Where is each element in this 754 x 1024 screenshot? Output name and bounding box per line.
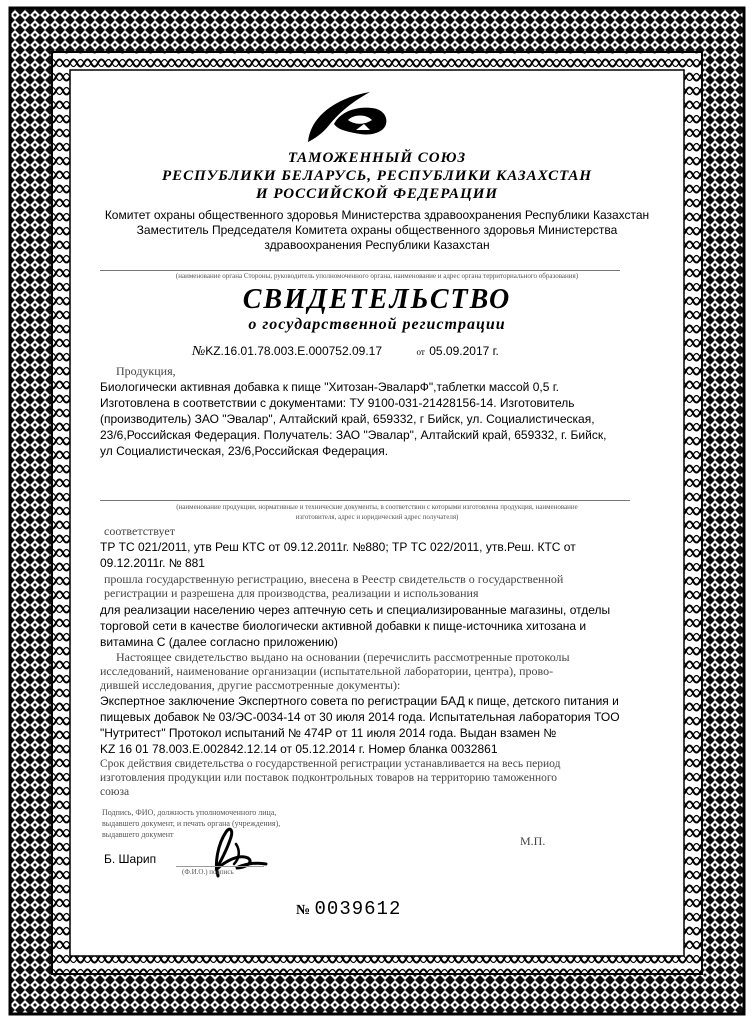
stamp-place-label: М.П.: [520, 834, 546, 848]
header-russian-federation: И РОССИЙСКОЙ ФЕДЕРАЦИИ: [255, 186, 499, 202]
header-republics: РЕСПУБЛИКИ БЕЛАРУСЬ, РЕСПУБЛИКИ КАЗАХСТАН: [161, 168, 593, 184]
authority-caption: (наименование органа Стороны, руководитель уполномоченного органа, наименование и адрес органа территориального образования): [175, 272, 579, 280]
product-line-5: ул Социалистическая, 23/6,Российская Федерация.: [100, 444, 389, 458]
blank-number-line: [296, 898, 401, 920]
blank-number: 0039612: [314, 898, 402, 920]
product-caption-1: (наименование продукции, нормативные и технические документы, в соответствии с которыми изготовлена продукция, наименование: [176, 503, 578, 511]
basis-line-3: дившей исследования, другие рассмотренные документы):: [100, 678, 401, 692]
certificate-title: СВИДЕТЕЛЬСТВО: [242, 284, 512, 315]
signature-caption-3: выдавшего документ: [102, 830, 174, 839]
signature-caption-1: Подпись, ФИО, должность уполномоченного лица,: [102, 808, 277, 817]
blank-no-label: №: [296, 903, 311, 918]
validity-line-2: изготовления продукции или поставок подконтрольных товаров на территорию таможенного: [100, 772, 558, 784]
usage-line-1: для реализации населению через аптечную сеть и специализированные магазины, отделы: [100, 603, 611, 617]
product-line-1: Биологически активная добавка к пище "Хитозан-ЭваларФ",таблетки массой 0,5 г.: [100, 380, 559, 394]
conformity-line-2: 09.12.2011г. № 881: [100, 556, 205, 570]
registration-line: [192, 342, 499, 360]
usage-line-3: витамина С (далее согласно приложению): [100, 635, 338, 649]
signer-name: Б. Шарип: [104, 852, 157, 866]
usage-line-2: торговой сети в качестве биологически активной добавки к пище-источника хитозана и: [100, 619, 587, 633]
authority-line-3: здравоохранения Республики Казахстан: [264, 238, 490, 252]
expert-line-1: Экспертное заключение Экспертного совета по регистрации БАД к пище, детского питания и: [100, 694, 619, 708]
expert-line-3: "Нутритест" Протокол испытаний № 474Р от 11 июля 2014 года. Выдан взамен №: [100, 726, 557, 740]
registration-date: 05.09.2017 г.: [429, 344, 499, 358]
expert-line-4: KZ 16 01 78.003.E.002842.12.14 от 05.12.2014 г. Номер бланка 0032861: [100, 742, 498, 756]
registration-date-label: от: [416, 347, 425, 357]
signature-caption-2: выдавшего документ, и печать органа (учреждения),: [102, 819, 281, 828]
product-caption-2: изготовителя, адрес и юридический адрес получателя): [295, 513, 459, 521]
product-label: Продукция,: [116, 364, 176, 378]
authority-line-2: Заместитель Председателя Комитета охраны общественного здоровья Министерства: [136, 223, 618, 237]
basis-line-2: исследований, наименование организации (испытательной лаборатории, центра), прово-: [100, 664, 554, 678]
customs-union-emblem: [300, 84, 396, 146]
authority-line-1: Комитет охраны общественного здоровья Министерства здравоохранения Республики Казахстан: [104, 208, 650, 222]
registration-no-label: №: [192, 344, 206, 359]
validity-line-3: союза: [100, 786, 130, 798]
fio-caption: (Ф.И.О.) подпись: [182, 868, 234, 876]
passed-line-2: регистрации и разрешена для производства, реализации и использования: [104, 586, 479, 600]
product-line-3: (производитель) ЗАО "Эвалар", Алтайский край, 659332, г Бийск, ул. Социалистическая,: [100, 412, 595, 426]
product-line-4: 23/6,Российская Федерация. Получатель: ЗАО "Эвалар", Алтайский край, 659332, г. Бийск,: [100, 428, 607, 442]
conformity-label: соответствует: [104, 524, 175, 538]
product-line-2: Изготовлена в соответствии с документами: ТУ 9100-031-21428156-14. Изготовитель: [100, 396, 575, 410]
expert-line-2: пищевых добавок № 03/ЭС-0034-14 от 30 июля 2014 года. Испытательная лаборатория ТОО: [100, 710, 620, 724]
validity-line-1: Срок действия свидетельства о государственной регистрации устанавливается на весь период: [100, 758, 561, 770]
passed-line-1: прошла государственную регистрацию, внесена в Реестр свидетельств о государственной: [104, 572, 564, 586]
conformity-line-1: ТР ТС 021/2011, утв Реш КТС от 09.12.2011г. №880; ТР ТС 022/2011, утв.Реш. КТС от: [100, 540, 576, 554]
basis-line-1: Настоящее свидетельство выдано на основании (перечислить рассмотренные протоколы: [116, 650, 570, 664]
registration-number: KZ.16.01.78.003.E.000752.09.17: [205, 344, 383, 358]
header-customs-union: ТАМОЖЕННЫЙ СОЮЗ: [287, 150, 467, 166]
certificate-subtitle: о государственной регистрации: [248, 316, 506, 333]
